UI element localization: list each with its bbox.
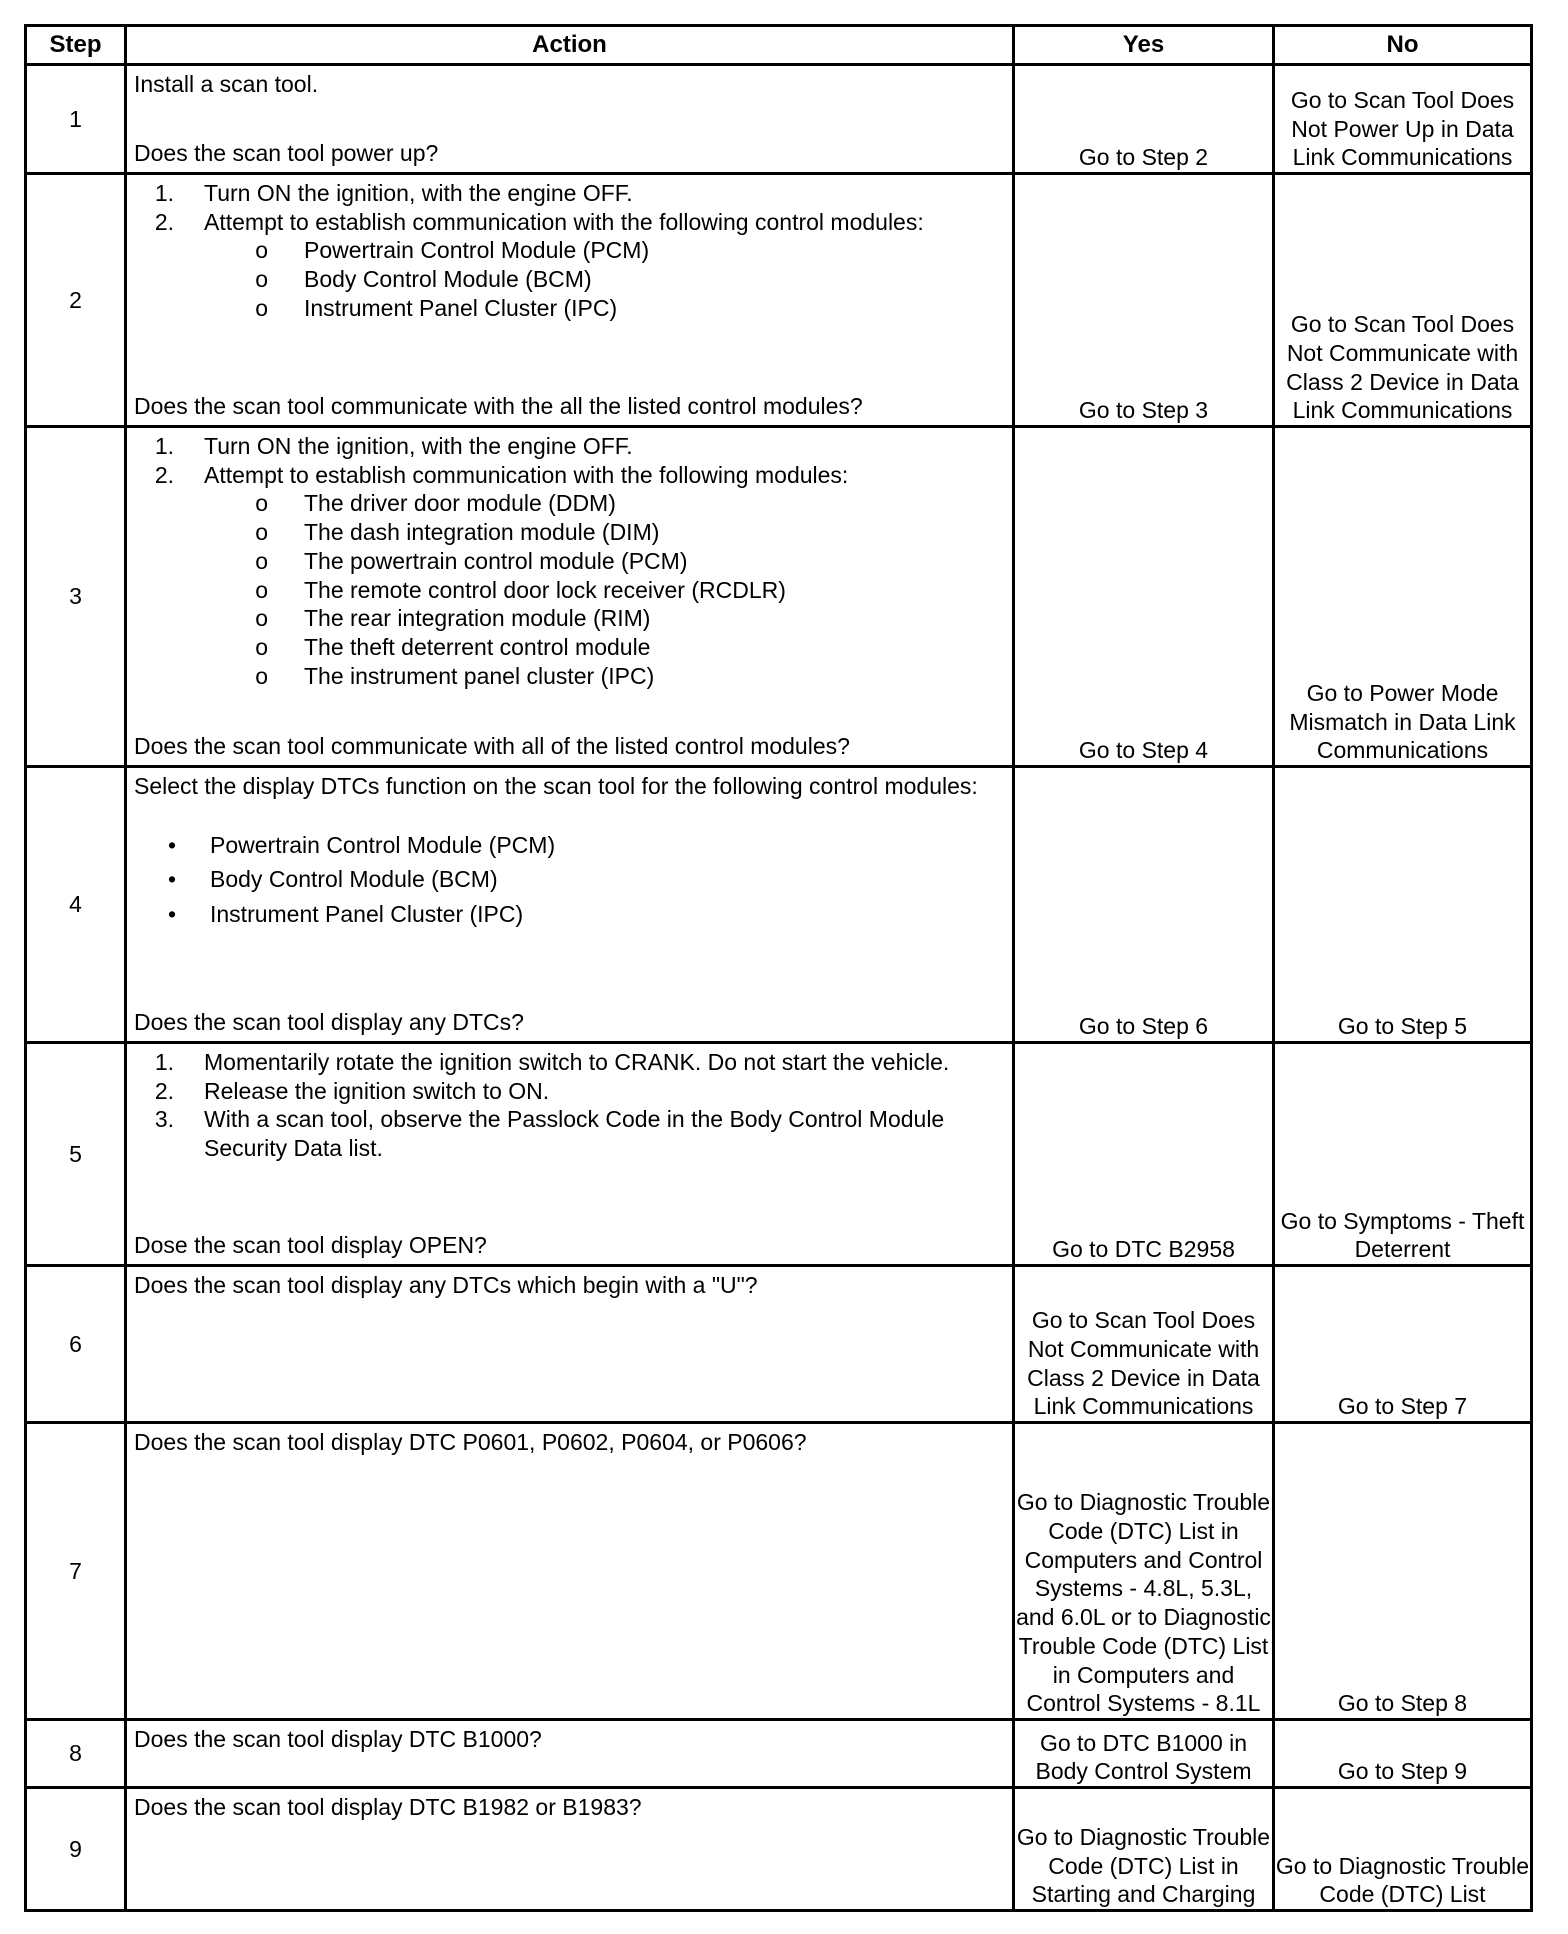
list-item: 2. Attempt to establish communication with the following control modules: bbox=[154, 208, 924, 235]
action-cell bbox=[126, 65, 1014, 174]
no-result: Go to Step 7 bbox=[1274, 1266, 1532, 1423]
action-cell bbox=[126, 1788, 1014, 1911]
no-result: Go to Power Mode Mismatch in Data Link Communications bbox=[1274, 427, 1532, 767]
no-result: Go to Diagnostic Trouble Code (DTC) List bbox=[1274, 1788, 1532, 1911]
sub-list-item: o Instrument Panel Cluster (IPC) bbox=[255, 294, 618, 321]
action-cell bbox=[126, 1423, 1014, 1720]
table-row-step-1 bbox=[26, 65, 1532, 174]
list-item: 1. Turn ON the ignition, with the engine OFF. bbox=[154, 433, 633, 459]
action-cell bbox=[126, 1043, 1014, 1266]
action-question: Does the scan tool display DTC B1982 or B1983? bbox=[134, 1794, 642, 1820]
table-row-step-6 bbox=[26, 1266, 1532, 1423]
action-intro: Select the display DTCs function on the scan tool for the following control modules: bbox=[134, 773, 978, 799]
sub-list-item: o The driver door module (DDM) bbox=[255, 490, 616, 517]
step-number: 2 bbox=[26, 174, 126, 427]
no-result: Go to Scan Tool Does Not Power Up in Data Link Communications bbox=[1274, 65, 1532, 174]
action-question: Does the scan tool display DTC P0601, P0602, P0604, or P0606? bbox=[134, 1429, 807, 1455]
list-item: 1. Momentarily rotate the ignition switch to CRANK. Do not start the vehicle. bbox=[154, 1049, 950, 1075]
table-row-step-8 bbox=[26, 1720, 1532, 1788]
step-number: 8 bbox=[26, 1720, 126, 1788]
action-question: Does the scan tool power up? bbox=[134, 140, 439, 167]
table-row-step-9 bbox=[26, 1788, 1532, 1911]
no-result: Go to Step 8 bbox=[1274, 1423, 1532, 1720]
action-intro: Install a scan tool. bbox=[134, 71, 319, 97]
header-step: Step bbox=[26, 26, 126, 65]
action-cell bbox=[126, 174, 1014, 427]
yes-result: Go to Diagnostic Trouble Code (DTC) List in Starting and Charging bbox=[1014, 1788, 1274, 1911]
header-action: Action bbox=[126, 26, 1014, 65]
yes-result: Go to Step 6 bbox=[1014, 767, 1274, 1043]
header-no: No bbox=[1274, 26, 1532, 65]
diagnostic-table bbox=[24, 24, 1533, 1912]
no-result: Go to Step 9 bbox=[1274, 1720, 1532, 1788]
header-row bbox=[26, 26, 1532, 65]
action-question: Does the scan tool display any DTCs? bbox=[134, 1009, 524, 1036]
step-number: 3 bbox=[26, 427, 126, 767]
sub-list-item: o The instrument panel cluster (IPC) bbox=[255, 662, 655, 689]
yes-result: Go to Step 3 bbox=[1014, 174, 1274, 427]
action-body bbox=[134, 772, 1006, 935]
action-cell bbox=[126, 1720, 1014, 1788]
table-row-step-5 bbox=[26, 1043, 1532, 1266]
sub-list-item: o The powertrain control module (PCM) bbox=[255, 547, 688, 574]
no-result: Go to Symptoms - Theft Deterrent bbox=[1274, 1043, 1532, 1266]
bullet-item: • Instrument Panel Cluster (IPC) bbox=[167, 901, 524, 928]
action-question: Does the scan tool communicate with the all the listed control modules? bbox=[134, 393, 863, 420]
yes-result: Go to Step 2 bbox=[1014, 65, 1274, 174]
sub-list-item: o The remote control door lock receiver (RCDLR) bbox=[255, 576, 786, 603]
sub-list-item: o The rear integration module (RIM) bbox=[255, 605, 651, 632]
sub-list-item: o Body Control Module (BCM) bbox=[255, 266, 592, 293]
action-cell bbox=[126, 1266, 1014, 1423]
list-item: 3. With a scan tool, observe the Passlock Code in the Body Control Module Security Data list. bbox=[154, 1106, 945, 1162]
action-steps bbox=[134, 432, 1006, 690]
step-number: 9 bbox=[26, 1788, 126, 1911]
action-steps bbox=[134, 1048, 1006, 1163]
action-question: Does the scan tool display DTC B1000? bbox=[134, 1726, 542, 1752]
sub-list-item: o Powertrain Control Module (PCM) bbox=[255, 237, 650, 264]
no-result: Go to Scan Tool Does Not Communicate with Class 2 Device in Data Link Communications bbox=[1274, 174, 1532, 427]
list-item: 2. Release the ignition switch to ON. bbox=[154, 1077, 550, 1104]
sub-list-item: o The theft deterrent control module bbox=[255, 633, 651, 660]
step-number: 6 bbox=[26, 1266, 126, 1423]
no-result: Go to Step 5 bbox=[1274, 767, 1532, 1043]
table-row-step-4 bbox=[26, 767, 1532, 1043]
header-yes: Yes bbox=[1014, 26, 1274, 65]
list-item: 2. Attempt to establish communication with the following modules: bbox=[154, 461, 849, 488]
step-number: 5 bbox=[26, 1043, 126, 1266]
action-question: Dose the scan tool display OPEN? bbox=[134, 1232, 487, 1259]
yes-result: Go to DTC B1000 in Body Control System bbox=[1014, 1720, 1274, 1788]
bullet-item: • Body Control Module (BCM) bbox=[167, 866, 498, 893]
step-number: 4 bbox=[26, 767, 126, 1043]
action-steps bbox=[134, 179, 1006, 323]
yes-result: Go to Scan Tool Does Not Communicate with Class 2 Device in Data Link Communications bbox=[1014, 1266, 1274, 1423]
step-number: 1 bbox=[26, 65, 126, 174]
action-cell bbox=[126, 767, 1014, 1043]
action-question: Does the scan tool communicate with all of the listed control modules? bbox=[134, 733, 850, 760]
yes-result: Go to Diagnostic Trouble Code (DTC) List in Computers and Control Systems - 4.8L, 5.3L, and 6.0L or to Diagnostic Trouble Code (DTC) List in Computers and Control Systems - 8.1L bbox=[1014, 1423, 1274, 1720]
table-row-step-7 bbox=[26, 1423, 1532, 1720]
action-cell bbox=[126, 427, 1014, 767]
yes-result: Go to Step 4 bbox=[1014, 427, 1274, 767]
yes-result: Go to DTC B2958 bbox=[1014, 1043, 1274, 1266]
bullet-item: • Powertrain Control Module (PCM) bbox=[167, 831, 556, 858]
list-item: 1. Turn ON the ignition, with the engine OFF. bbox=[154, 180, 633, 206]
action-question: Does the scan tool display any DTCs which begin with a "U"? bbox=[134, 1272, 758, 1298]
sub-list-item: o The dash integration module (DIM) bbox=[255, 519, 660, 546]
step-number: 7 bbox=[26, 1423, 126, 1720]
table-row-step-3 bbox=[26, 427, 1532, 767]
table-row-step-2 bbox=[26, 174, 1532, 427]
